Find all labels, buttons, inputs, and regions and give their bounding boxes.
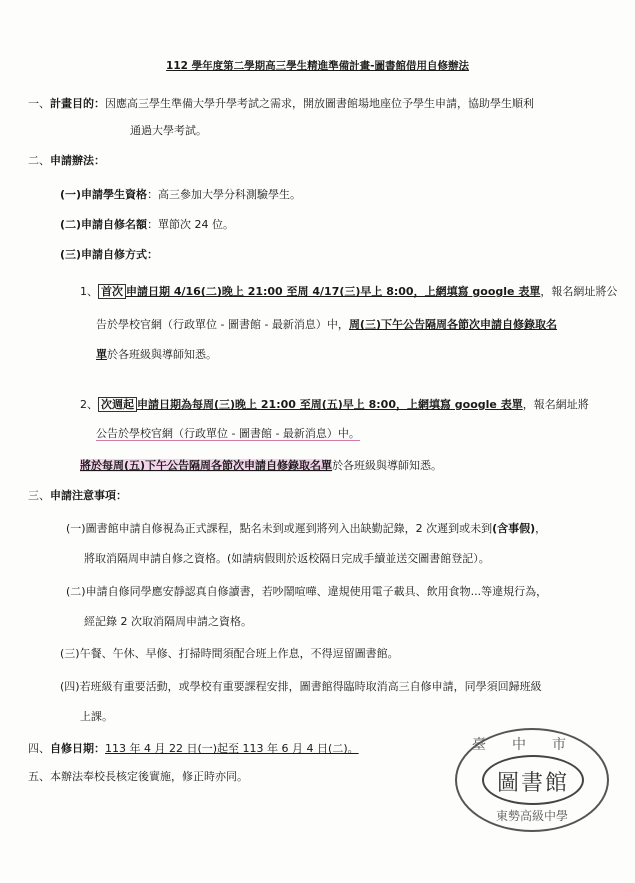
eligibility-heading: (一)申請學生資格 [60,188,148,201]
seal-top-text: 臺中市 [472,737,592,753]
rule-1-personal-leave: (含事假) [492,522,536,535]
method-1-notify-text: 於各班級與導師知悉。 [107,348,217,361]
rule-3: (三)午餐、午休、早修、打掃時間須配合班上作息，不得逗留圖書館。 [60,647,399,660]
library-seal [455,728,609,832]
method-1-line-2 [96,316,557,332]
method-2-website-path: 公告於學校官網（行政單位 - 圖書館 - 最新消息）中。 [96,427,360,440]
rule-2-line-2: 經記錄 2 次取消隔周申請之資格。 [84,615,252,628]
method-1-announcement: 周(三)下午公告隔周各節次申請自修錄取名 [348,318,557,331]
section-2-number: 二、 [28,154,50,167]
section-2-heading: 申請辦法： [50,154,105,167]
method-2-weekly-box: 次週起 [98,397,137,412]
method-1-line-1 [80,283,617,299]
quota-heading: (二)申請自修名額 [60,218,148,231]
rule-1-line-2: 將取消隔周申請自修之資格。(如請病假則於返校隔日完成手續並送交圖書館登記）。 [84,552,490,565]
method-2-line-3 [80,457,442,473]
seal-main-text: 圖書館 [496,771,569,796]
rule-1-line-1 [66,520,546,536]
seal-inner-ring [482,755,584,805]
section-4-number: 四、 [28,742,50,755]
method-2-announcement: 將於每周(五)下午公告隔周各節次申請自修錄取名單 [80,459,333,472]
rule-4-line-2: 上課。 [80,710,113,723]
method-2-notify-text: 於各班級與導師知悉。 [332,459,443,472]
page-title: 112 學年度第二學期高三學生精進準備計畫-圖書館借用自修辦法 [166,60,469,72]
section-3-number: 三、 [28,489,50,502]
method-2-number: 2、 [80,398,98,411]
section-5-number: 五、 [28,770,50,783]
section-1-text-continued: 通過大學考試。 [130,124,207,137]
section-3-heading: 申請注意事項： [50,489,127,502]
method-1-first-box: 首次 [98,284,126,299]
rule-1-comma: ， [535,522,547,535]
method-2-schedule: 申請日期為每周(三)晚上 21:00 至周(五)早上 8:00，上網填寫 google 表單 [137,398,523,411]
section-4-line [28,740,359,756]
eligibility-item [60,186,301,202]
quota-item [60,216,234,232]
section-2-line [28,152,105,168]
section-1-heading: 計畫目的： [50,97,105,110]
section-5-text: 本辦法奉校長核定後實施，修正時亦同。 [50,770,248,783]
method-2-line-1 [80,396,589,412]
method-1-schedule: 申請日期 4/16(二)晚上 21:00 至周 4/17(三)早上 8:00，上網填寫 google 表單 [126,285,541,298]
eligibility-text: ：高三參加大學分科測驗學生。 [147,188,302,201]
study-dates: 113 年 4 月 22 日(一)起至 113 年 6 月 4 日(二)。 [105,742,359,755]
section-5-line [28,768,248,784]
section-3-line [28,487,127,503]
method-1-list-word: 單 [96,348,107,361]
rule-4-line-1: (四)若班級有重要活動，或學校有重要課程安排，圖書館得臨時取消高三自修申請，同學須回歸班級 [60,680,542,693]
seal-bottom-text: 東勢高級中學 [495,809,568,823]
section-1-line [28,95,534,111]
rule-2-line-1: (二)申請自修同學應安靜認真自修讀書，若吵鬧喧嘩、違規使用電子載具、飲用食物...等違規行為， [66,585,548,598]
method-1-line-3 [96,346,217,362]
method-1-url-note: ，報名網址將公 [540,285,618,298]
quota-text: ：單節次 24 位。 [147,218,235,231]
method-2-url-note: ，報名網址將 [522,398,589,411]
method-1-number: 1、 [80,285,98,298]
rule-1-text: (一)圖書館申請自修視為正式課程，點名未到或遲到將列入出缺勤記錄，2 次遲到或未到 [66,522,493,535]
section-1-number: 一、 [28,97,50,110]
method-heading: (三)申請自修方式： [60,248,159,261]
section-4-heading: 自修日期： [50,742,105,755]
section-1-text: 因應高三學生準備大學升學考試之需求，開放圖書館場地座位予學生申請，協助學生順利 [105,97,534,110]
method-2-line-2 [96,425,360,441]
method-1-website-path: 告於學校官網（行政單位 - 圖書館 - 最新消息）中， [96,318,349,331]
